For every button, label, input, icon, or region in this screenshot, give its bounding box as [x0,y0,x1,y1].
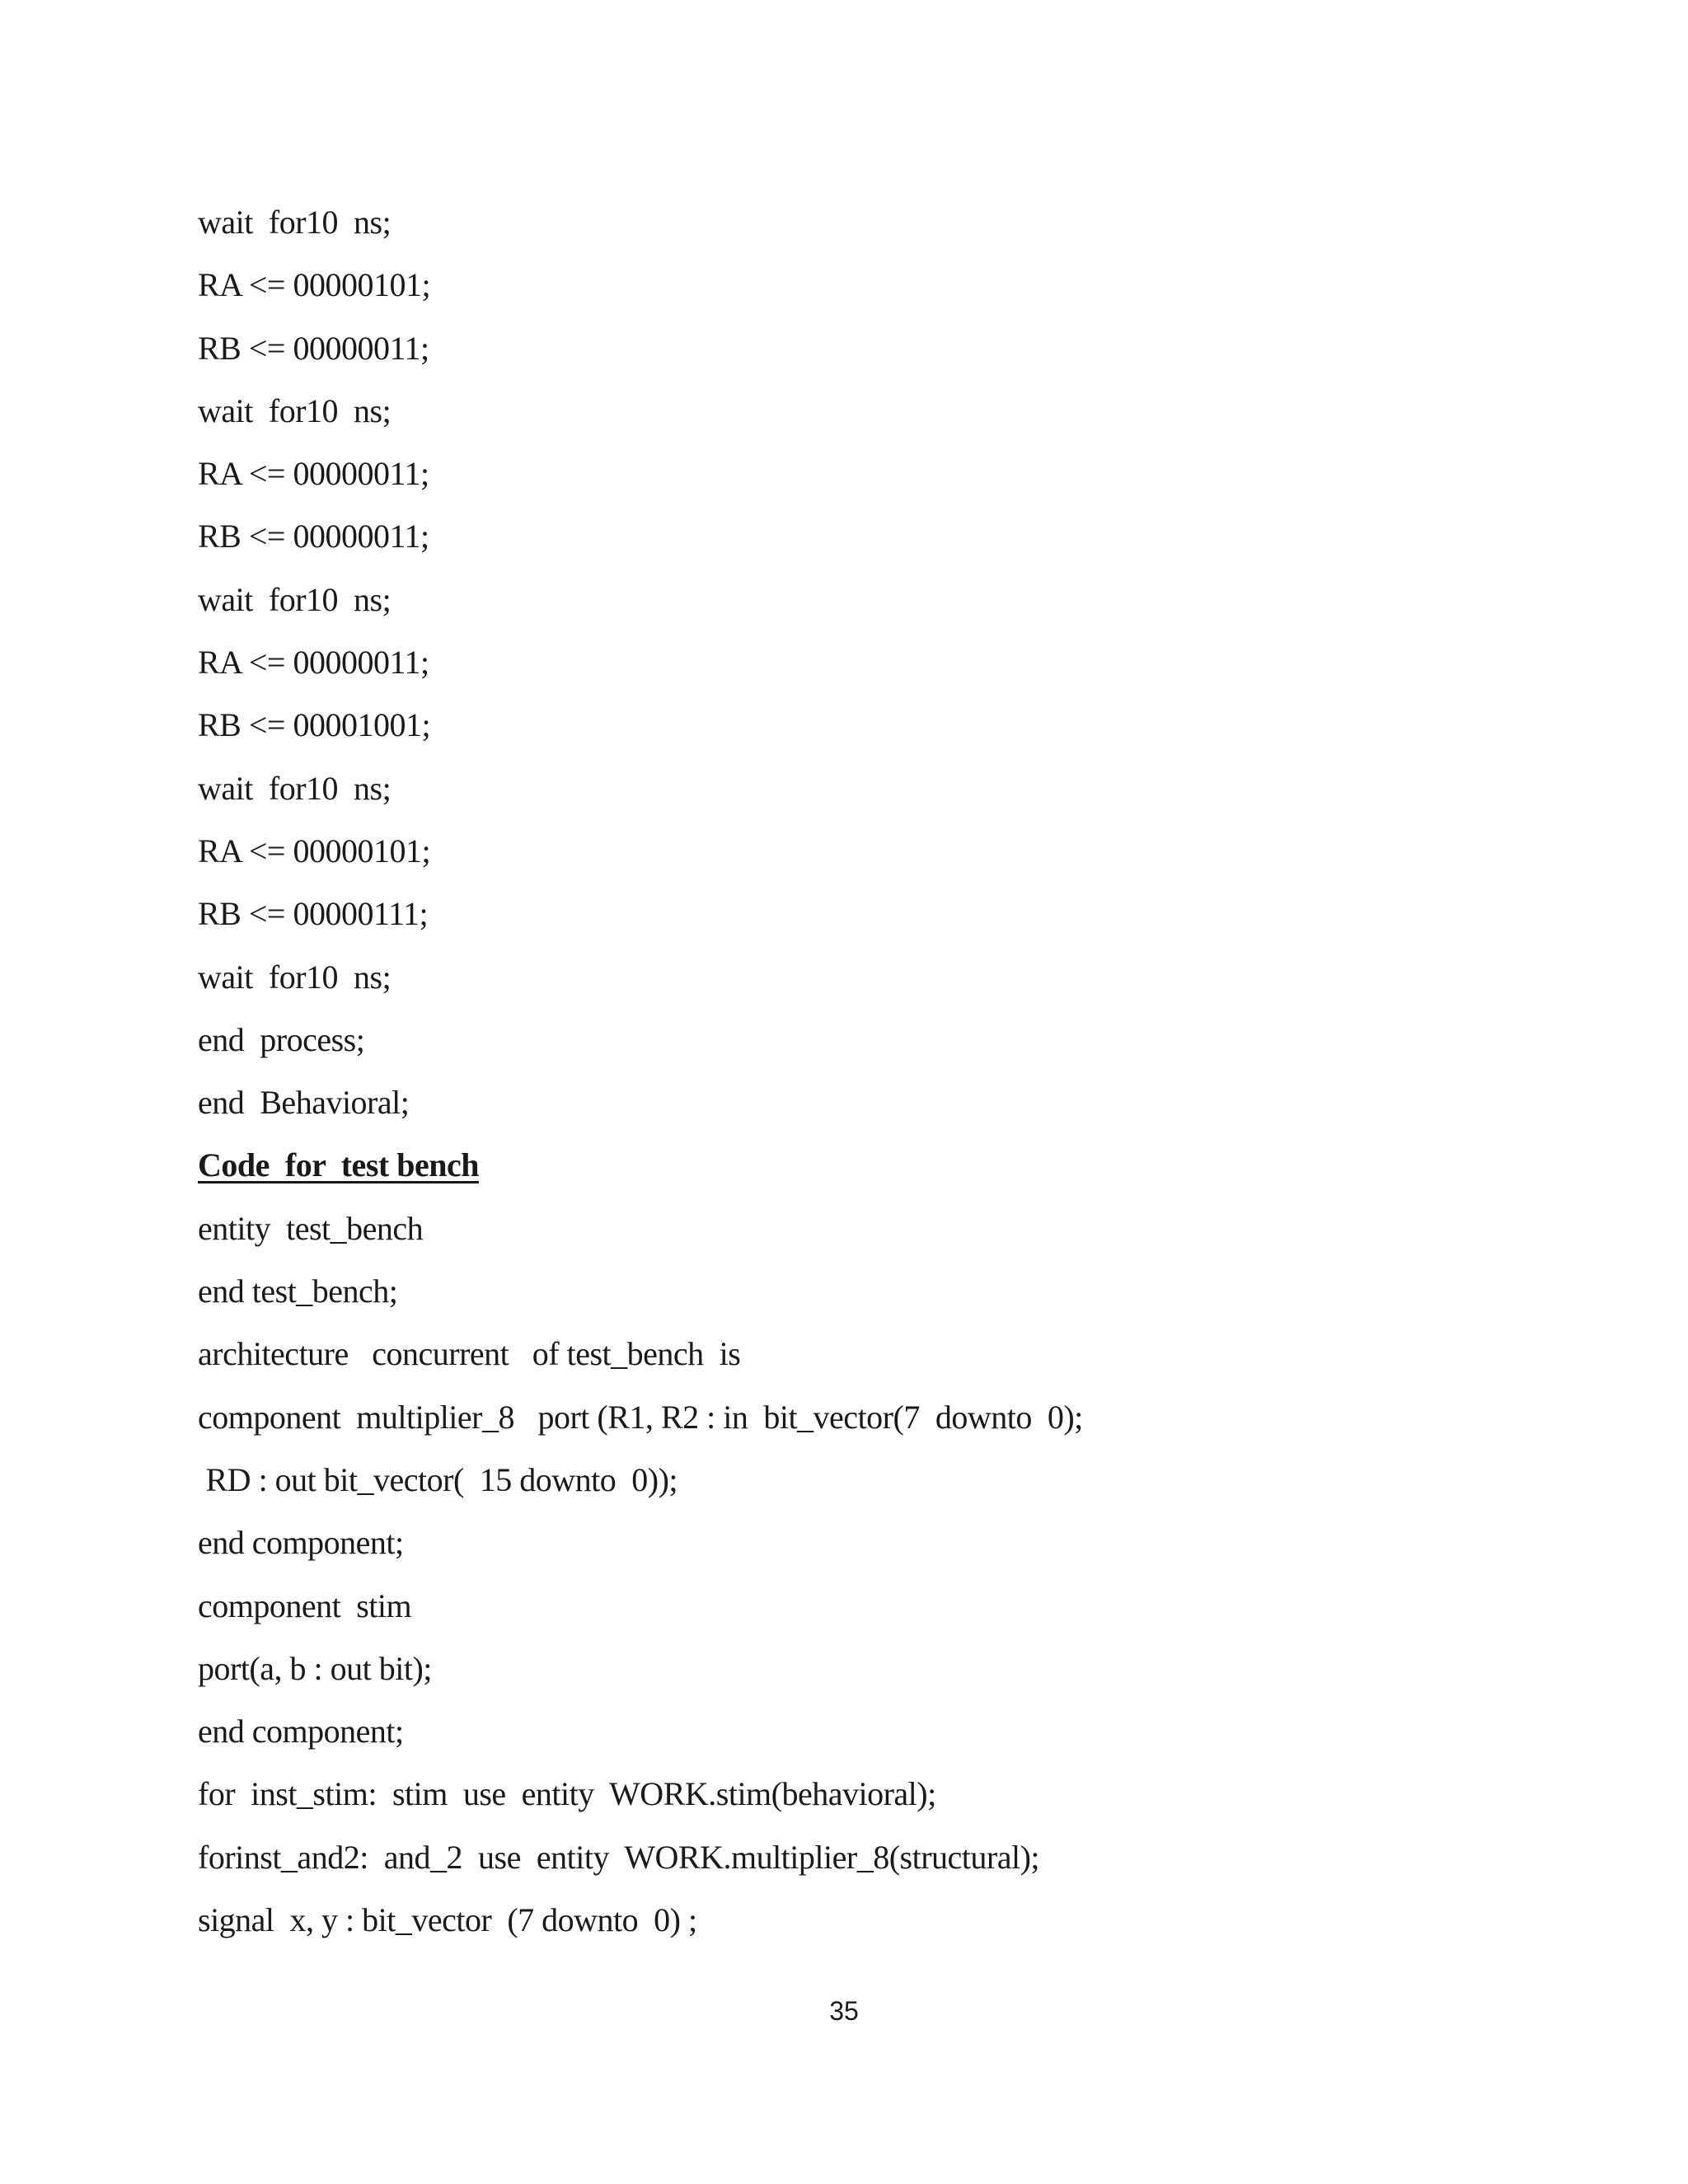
code-line: signal x, y : bit_vector (7 downto 0) ; [198,1901,697,1939]
code-line: wait for10 ns; [198,204,392,241]
code-line: port(a, b : out bit); [198,1649,432,1687]
code-line: architecture concurrent of test_bench is [198,1335,741,1373]
code-line: RB <= 00000011; [198,329,429,367]
code-line: RA <= 00000011; [198,455,429,493]
code-line: RD : out bit_vector( 15 downto 0)); [198,1460,678,1498]
code-listing [198,191,1517,1952]
code-line: end process; [198,1020,365,1058]
code-line: RA <= 00000101; [198,832,431,869]
code-line: component multiplier_8 port (R1, R2 : in bit_vector(7 downto 0); [198,1398,1083,1436]
code-line: RB <= 00000111; [198,895,429,933]
code-line: end Behavioral; [198,1084,410,1122]
code-line: end component; [198,1713,404,1750]
code-line: wait for10 ns; [198,958,392,996]
code-line: wait for10 ns; [198,391,392,429]
code-line: forinst_and2: and_2 use entity WORK.multiplier_8(structural); [198,1838,1040,1876]
code-line: RA <= 00000011; [198,644,429,682]
code-line: RB <= 00001001; [198,706,431,744]
code-line: component stim [198,1586,412,1624]
code-line: RA <= 00000101; [198,266,431,304]
code-line: wait for10 ns; [198,769,392,807]
code-line: entity test_bench [198,1209,424,1247]
code-line: wait for10 ns; [198,580,392,618]
code-line: end component; [198,1524,404,1562]
code-line: for inst_stim: stim use entity WORK.stim(behavioral); [198,1775,936,1813]
page-number: 35 [829,1996,859,2026]
section-heading: Code for test bench [198,1146,479,1184]
code-line: end test_bench; [198,1272,398,1310]
code-line: RB <= 00000011; [198,518,429,555]
